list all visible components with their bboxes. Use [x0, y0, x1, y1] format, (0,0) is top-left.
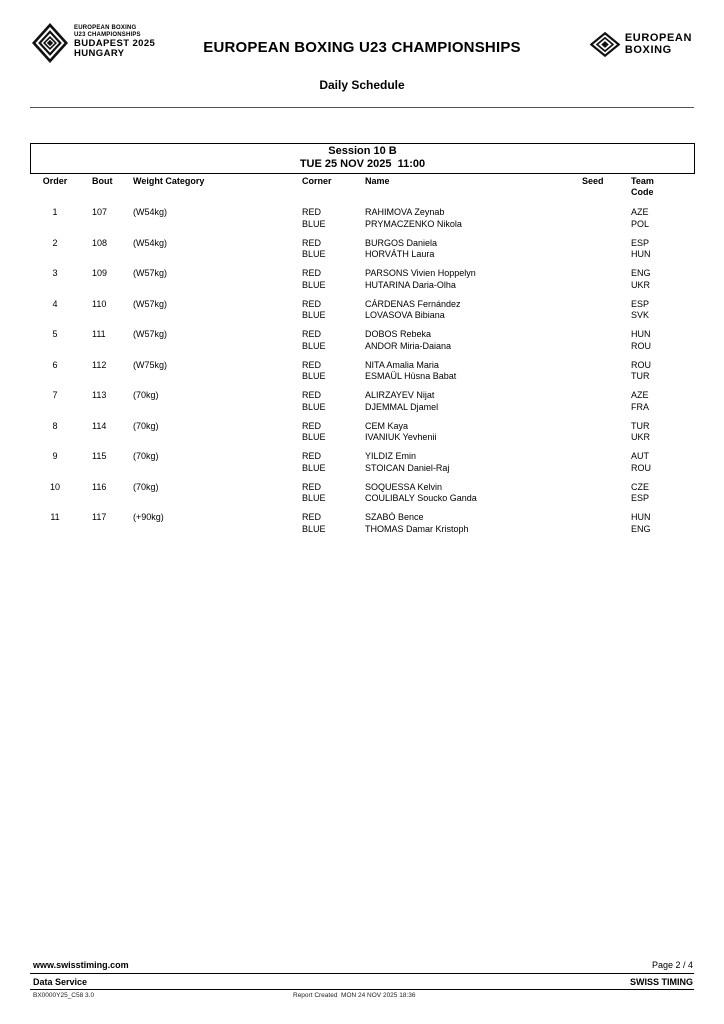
table-row	[30, 268, 695, 291]
boxer-names-cell: NITA Amalia Maria ESMAÜL Hüsna Babat	[365, 359, 457, 381]
footer-page-number: Page 2 / 4	[651, 960, 693, 970]
table-row	[30, 512, 695, 535]
weight-category-cell: (W54kg)	[133, 237, 168, 248]
seed-cell	[578, 207, 625, 230]
bout-number-cell: 117	[92, 512, 107, 522]
order-cell: 2	[52, 237, 58, 248]
header-divider	[30, 107, 694, 108]
corner-cell: RED BLUE	[302, 390, 326, 412]
weight-category-cell: (W57kg)	[133, 268, 168, 278]
bout-number-cell: 114	[92, 420, 107, 431]
team-code-cell: TUR UKR	[631, 420, 651, 442]
bout-number-cell: 108	[92, 237, 108, 248]
table-row	[30, 390, 695, 413]
corner-cell: RED BLUE	[302, 268, 326, 290]
session-datetime: TUE 25 NOV 2025 11:00	[299, 158, 426, 170]
bout-number-cell: 111	[92, 329, 106, 339]
seed-cell	[578, 329, 625, 352]
seed-cell	[578, 360, 625, 383]
seed-cell	[578, 238, 625, 261]
team-code-cell: CZE ESP	[631, 481, 650, 503]
footer-brand: SWISS TIMING	[630, 977, 693, 987]
weight-category-cell: (70kg)	[133, 420, 159, 431]
table-row	[30, 360, 695, 383]
boxer-names-cell: SOQUESSA Kelvin COULIBALY Soucko Ganda	[365, 481, 477, 503]
seed-cell	[578, 482, 625, 505]
footer-report-created: Report Created MON 24 NOV 2025 18:36	[293, 992, 416, 999]
corner-cell: RED BLUE	[302, 451, 326, 473]
bout-number-cell: 109	[92, 268, 108, 278]
org-logo-line1: EUROPEAN	[624, 32, 692, 44]
footer-data-service: Data Service	[33, 977, 88, 987]
order-cell: 11	[50, 512, 60, 522]
table-row	[30, 421, 695, 444]
table-row	[30, 207, 695, 230]
boxer-names-cell: YILDIZ Emin STOICAN Daniel-Raj	[365, 451, 450, 473]
page-title: EUROPEAN BOXING U23 CHAMPIONSHIPS	[203, 39, 521, 56]
footer-divider-top	[30, 973, 694, 974]
bout-number-cell: 112	[92, 359, 107, 370]
weight-category-cell: (W57kg)	[133, 329, 168, 339]
team-code-cell: AZE FRA	[631, 390, 649, 412]
order-cell: 6	[52, 359, 58, 370]
col-header-corner: Corner	[302, 176, 332, 186]
bout-number-cell: 110	[92, 298, 107, 309]
seed-cell	[578, 268, 625, 291]
team-code-cell: HUN ENG	[631, 512, 651, 534]
order-cell: 8	[52, 420, 58, 431]
boxer-names-cell: SZABÓ Bence THOMAS Damar Kristoph	[365, 512, 469, 534]
order-cell: 1	[52, 207, 58, 217]
col-header-seed: Seed	[582, 176, 604, 186]
session-title: Session 10 B	[328, 145, 397, 157]
order-cell: 4	[52, 298, 58, 309]
corner-cell: RED BLUE	[302, 329, 326, 351]
table-header-row	[30, 176, 695, 198]
event-logo-line4: HUNGARY	[74, 48, 125, 59]
weight-category-cell: (70kg)	[133, 451, 159, 461]
team-code-cell: AUT ROU	[631, 451, 651, 473]
bout-number-cell: 116	[92, 481, 107, 492]
seed-cell	[578, 421, 625, 444]
order-cell: 3	[52, 268, 58, 278]
boxer-names-cell: PARSONS Vivien Hoppelyn HUTARINA Daria-Olha	[365, 268, 476, 290]
event-logo-line1: EUROPEAN BOXING	[74, 25, 137, 31]
col-header-name: Name	[365, 176, 390, 186]
corner-cell: RED BLUE	[302, 237, 326, 259]
seed-cell	[578, 451, 625, 474]
corner-cell: RED BLUE	[302, 359, 326, 381]
order-cell: 10	[49, 481, 60, 492]
seed-cell	[578, 390, 625, 413]
bout-number-cell: 107	[92, 207, 108, 217]
team-code-cell: ENG UKR	[631, 268, 651, 290]
table-row	[30, 238, 695, 261]
team-code-cell: ROU TUR	[631, 359, 651, 381]
weight-category-cell: (W75kg)	[133, 359, 168, 370]
team-code-cell: ESP SVK	[631, 298, 650, 320]
corner-cell: RED BLUE	[302, 420, 326, 442]
corner-cell: RED BLUE	[302, 207, 326, 229]
col-header-order: Order	[42, 176, 68, 186]
diamond-logo-icon	[590, 31, 620, 58]
team-code-cell: AZE POL	[631, 207, 650, 229]
boxer-names-cell: ALIRZAYEV Nijat DJEMMAL Djamel	[365, 390, 439, 412]
col-header-weight: Weight Category	[133, 176, 205, 186]
footer-website: www.swisstiming.com	[33, 960, 129, 970]
seed-cell	[578, 512, 625, 535]
col-header-bout: Bout	[92, 176, 113, 186]
table-row	[30, 482, 695, 505]
boxer-names-cell: BURGOS Daniela HORVÁTH Laura	[365, 237, 438, 259]
corner-cell: RED BLUE	[302, 298, 326, 320]
boxer-names-cell: CÁRDENAS Fernández LOVASOVA Bibiana	[365, 298, 461, 320]
footer-divider-bottom	[30, 989, 694, 990]
event-logo-line2: U23 CHAMPIONSHIPS	[74, 32, 141, 38]
bout-rows	[30, 207, 695, 543]
order-cell: 7	[52, 390, 58, 400]
session-header-box	[30, 143, 695, 174]
footer-report-code: BX0000Y25_C58 3.0	[33, 992, 95, 999]
european-boxing-logo-text	[625, 33, 692, 56]
event-logo-line3: BUDAPEST 2025	[74, 38, 156, 49]
boxer-names-cell: DOBOS Rebeka ANDOR Miria-Daiana	[365, 329, 452, 351]
order-cell: 9	[52, 451, 58, 461]
table-row	[30, 451, 695, 474]
team-code-cell: HUN ROU	[631, 329, 651, 351]
org-logo-line2: BOXING	[624, 43, 672, 56]
team-code-cell: ESP HUN	[631, 237, 651, 259]
order-cell: 5	[52, 329, 58, 339]
table-row	[30, 299, 695, 322]
weight-category-cell: (70kg)	[133, 390, 159, 400]
corner-cell: RED BLUE	[302, 481, 326, 503]
weight-category-cell: (W54kg)	[133, 207, 168, 217]
corner-cell: RED BLUE	[302, 512, 326, 534]
seed-cell	[578, 299, 625, 322]
weight-category-cell: (70kg)	[133, 481, 159, 492]
boxer-names-cell: RAHIMOVA Zeynab PRYMACZENKO Nikola	[365, 207, 462, 229]
european-boxing-logo	[590, 31, 692, 58]
page-subtitle: Daily Schedule	[319, 78, 405, 92]
col-header-team-code: Team Code	[631, 176, 654, 197]
weight-category-cell: (W57kg)	[133, 298, 168, 309]
weight-category-cell: (+90kg)	[133, 512, 164, 522]
boxer-names-cell: CEM Kaya IVANIUK Yevhenii	[365, 420, 437, 442]
table-row	[30, 329, 695, 352]
bout-number-cell: 115	[92, 451, 107, 461]
bout-number-cell: 113	[92, 390, 107, 400]
